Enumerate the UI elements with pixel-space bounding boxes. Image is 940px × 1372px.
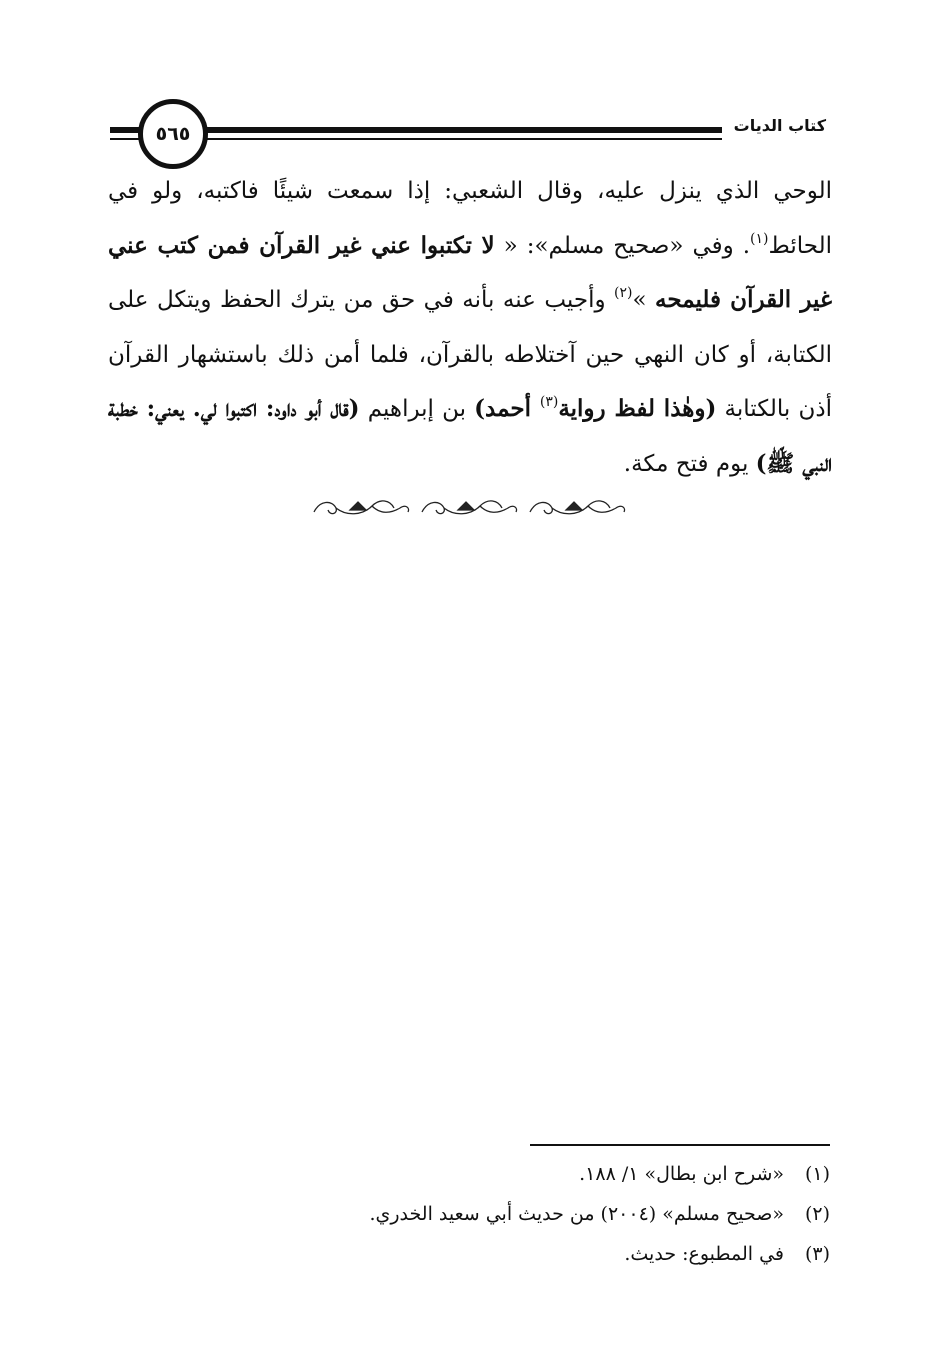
footnote-item xyxy=(110,1194,830,1234)
footnote-number: (٢) xyxy=(804,1203,830,1225)
matn-text: أحمد) xyxy=(474,395,540,422)
hadith-quote: لا تكتبوا عني غير القرآن فمن كتب عني غير القرآن فليمحه xyxy=(108,231,832,313)
body-text xyxy=(108,164,832,491)
footnote-text: «شرح ابن بطال» ١/ ١٨٨. xyxy=(579,1163,784,1185)
footnotes xyxy=(110,1154,830,1274)
footnote-ref-1: (١) xyxy=(750,230,769,247)
floral-divider-icon xyxy=(310,494,630,522)
text-run: . وفي «صحيح مسلم»: « xyxy=(494,232,751,259)
footnote-item xyxy=(110,1154,830,1194)
footnote-item xyxy=(110,1234,830,1274)
text-run: يوم فتح مكة. xyxy=(623,450,756,477)
footnote-ref-3: (٣) xyxy=(539,394,559,410)
page-number-badge xyxy=(138,99,208,169)
chapter-title: كتاب الديات xyxy=(722,112,832,140)
footnote-separator xyxy=(530,1144,830,1146)
matn-text: (قال أبو داود: اكتبوا لي. يعني: خطبة النبي ﷺ) xyxy=(108,395,832,477)
footnote-text: «صحيح مسلم» (٢٠٠٤) من حديث أبي سعيد الخدري. xyxy=(369,1203,784,1225)
text-run: الوحي الذي ينزل عليه، وقال الشعبي: إذا سمعت شيئًا فاكتبه، ولو في الحائط xyxy=(108,178,833,259)
text-run: وأجيب عنه بأنه في حق من يترك الحفظ ويتكل على الكتابة، أو كان النهي حين آختلاطه بالقرآن، فلما أمن ذلك باستشهار القرآن أذن بالكتابة xyxy=(108,287,832,422)
paragraph xyxy=(108,164,832,491)
footnote-text: في المطبوع: حديث. xyxy=(624,1243,784,1265)
footnote-number: (١) xyxy=(804,1163,830,1185)
matn-text: (وهٰذا لفظ رواية xyxy=(558,395,717,422)
text-run: » xyxy=(632,287,656,313)
footnote-number: (٣) xyxy=(804,1243,830,1265)
page-number: ٥٦٥ xyxy=(155,123,191,145)
text-run: بن إبراهيم xyxy=(359,396,475,422)
footnote-ref-2: (٢) xyxy=(614,285,633,301)
